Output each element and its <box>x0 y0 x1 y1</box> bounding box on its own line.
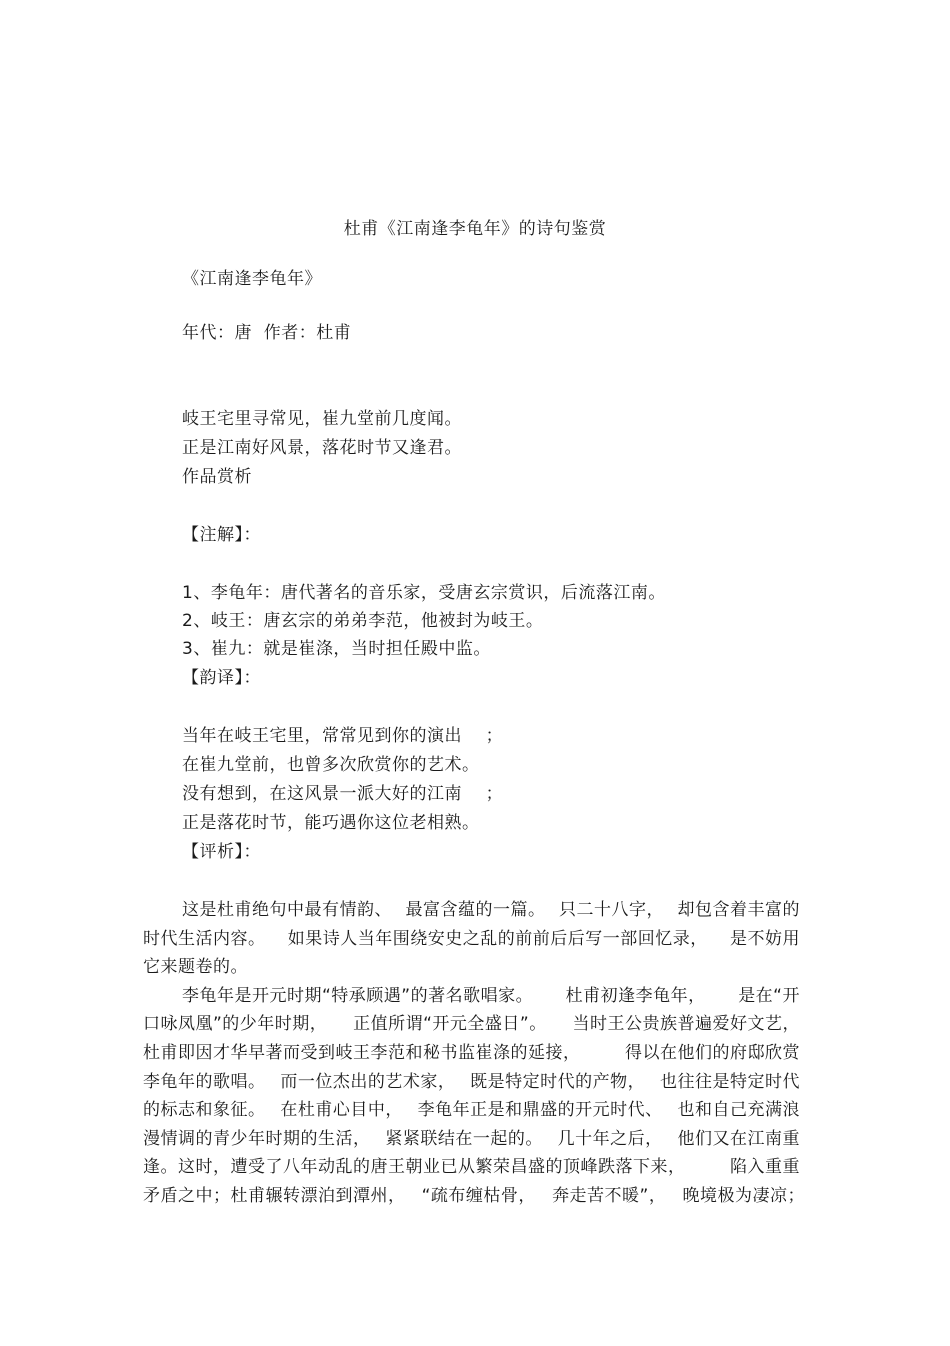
commentary-segment: 晚境极为凄凉； <box>682 1186 805 1206</box>
commentary-segment: 杜甫初逢李龟年， <box>565 986 706 1006</box>
translation-line: 当年在岐王宅里，常常见到你的演出 ； <box>182 726 504 746</box>
commentary-segment: 时代生活内容。 <box>143 929 266 949</box>
commentary-line <box>143 1128 800 1150</box>
commentary-segment: 紧紧联结在一起的。 <box>385 1129 543 1149</box>
commentary-line <box>143 1071 800 1093</box>
poem-line: 正是江南好风景，落花时节又逢君。 <box>182 438 462 458</box>
document-title: 杜甫《江南逢李龟年》的诗句鉴赏 <box>343 219 607 239</box>
commentary-line <box>143 1099 800 1121</box>
commentary-segment: 几十年之后， <box>557 1129 663 1149</box>
commentary-segment: 奔走苦不暖”， <box>552 1186 667 1206</box>
commentary-line <box>143 1013 800 1035</box>
commentary-segment: 逢。这时，遭受了八年动乱的唐王朝业已从繁荣昌盛的顶峰跌落下来， <box>143 1157 686 1177</box>
commentary-segment: 却包含着丰富的 <box>677 900 800 920</box>
commentary-segment: 如果诗人当年围绕安史之乱的前前后后写一部回忆录， <box>287 929 708 949</box>
commentary-segment: 陷入重重 <box>730 1157 800 1177</box>
commentary-segment: 李龟年正是和鼎盛的开元时代、 <box>417 1100 663 1120</box>
commentary-segment: 最富含蕴的一篇。 <box>405 900 546 920</box>
commentary-line <box>143 1156 800 1178</box>
commentary-segment: 矛盾之中；杜甫辗转漂泊到潭州， <box>143 1186 406 1206</box>
commentary-segment: 漫情调的青少年时期的生活， <box>143 1129 371 1149</box>
commentary-segment: 正值所谓“开元全盛日”。 <box>353 1014 547 1034</box>
commentary-line <box>182 899 800 921</box>
commentary-line <box>143 1042 800 1064</box>
commentary-segment: 是在“开 <box>738 986 800 1006</box>
commentary-line <box>182 985 800 1007</box>
commentary-line: 它来题卷的。 <box>143 957 248 977</box>
section-heading-notes: 【注解】： <box>182 525 261 545</box>
commentary-segment: 的标志和象征。 <box>143 1100 266 1120</box>
translation-line: 在崔九堂前，也曾多次欣赏你的艺术。 <box>182 755 480 775</box>
note-item: 2、岐王：唐玄宗的弟弟李范，他被封为岐王。 <box>182 611 544 631</box>
translation-line: 没有想到，在这风景一派大好的江南 ； <box>182 784 504 804</box>
note-item: 1、李龟年：唐代著名的音乐家，受唐玄宗赏识，后流落江南。 <box>182 583 666 603</box>
commentary-segment: 也和自己充满浪 <box>677 1100 800 1120</box>
section-heading-appreciation: 作品赏析 <box>182 467 252 487</box>
commentary-segment: “疏布缠枯骨， <box>421 1186 536 1206</box>
section-heading-translation: 【韵译】： <box>182 668 261 688</box>
commentary-segment: 口咏凤凰”的少年时期， <box>143 1014 328 1034</box>
commentary-segment: 这是杜甫绝句中最有情韵、 <box>182 900 392 920</box>
commentary-segment: 在杜甫心目中， <box>280 1100 403 1120</box>
commentary-segment: 只二十八字， <box>559 900 664 920</box>
commentary-segment: 既是特定时代的产物， <box>470 1072 646 1092</box>
commentary-segment: 杜甫即因才华早著而受到岐王李范和秘书监崔涤的延接， <box>143 1043 581 1063</box>
note-item: 3、崔九：就是崔涤，当时担任殿中监。 <box>182 639 491 659</box>
commentary-segment: 得以在他们的府邸欣赏 <box>625 1043 800 1063</box>
commentary-segment: 李龟年是开元时期“特承顾遇”的著名歌唱家。 <box>182 986 534 1006</box>
commentary-segment: 李龟年的歌唱。 <box>143 1072 266 1092</box>
commentary-line <box>143 928 800 950</box>
commentary-segment: 而一位杰出的艺术家， <box>280 1072 456 1092</box>
section-heading-commentary: 【评析】： <box>182 842 261 862</box>
commentary-segment: 是不妨用 <box>730 929 800 949</box>
poem-title: 《江南逢李龟年》 <box>182 269 322 289</box>
poem-meta: 年代：唐 作者：杜甫 <box>182 323 352 343</box>
commentary-segment: 也往往是特定时代 <box>659 1072 800 1092</box>
commentary-segment: 他们又在江南重 <box>677 1129 800 1149</box>
commentary-segment: 当时王公贵族普遍爱好文艺， <box>572 1014 800 1034</box>
poem-line: 岐王宅里寻常见，崔九堂前几度闻。 <box>182 409 462 429</box>
translation-line: 正是落花时节，能巧遇你这位老相熟。 <box>182 813 480 833</box>
commentary-line <box>143 1185 805 1207</box>
